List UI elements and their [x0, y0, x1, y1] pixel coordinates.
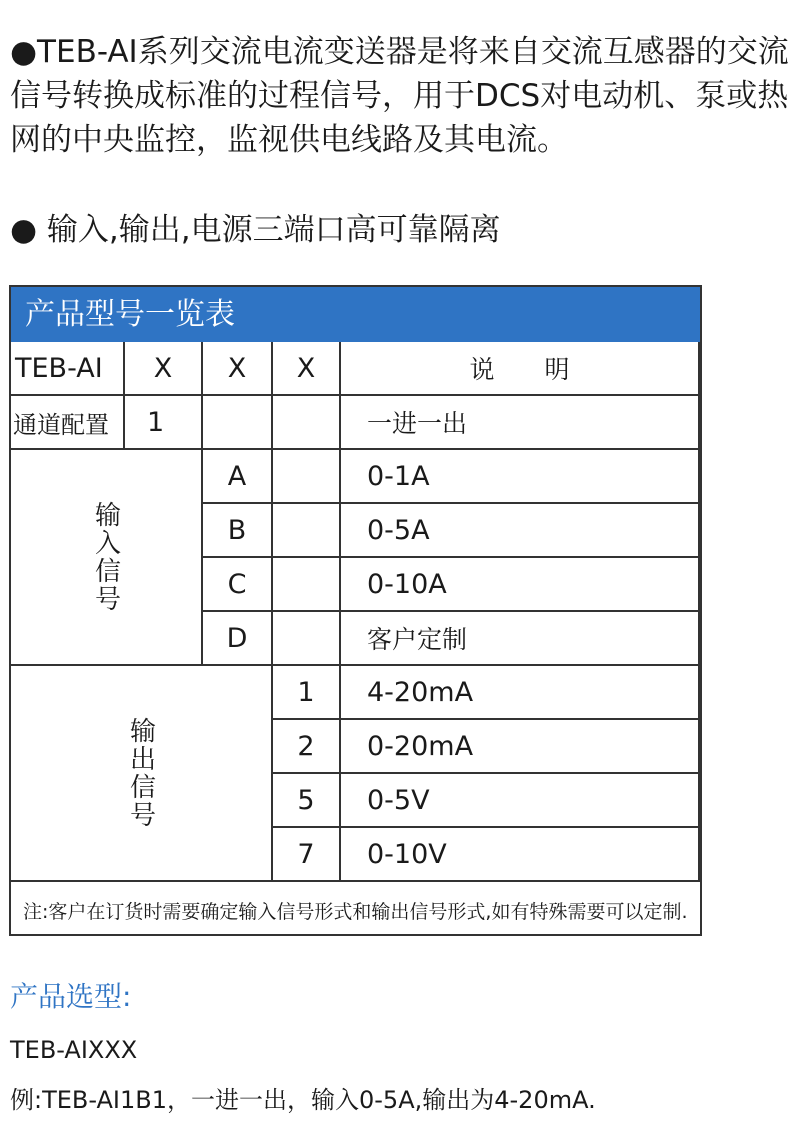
- output-description: 4-20mA: [341, 666, 700, 720]
- selection-code: TEB-AIXXX: [10, 1036, 138, 1064]
- output-description: 0-20mA: [341, 720, 700, 774]
- header-x3: X: [273, 342, 341, 396]
- header-x1: X: [125, 342, 203, 396]
- output-description: 0-10V: [341, 828, 700, 882]
- input-description: 0-10A: [341, 558, 700, 612]
- input-description: 0-5A: [341, 504, 700, 558]
- header-x2: X: [203, 342, 273, 396]
- header-description: 说 明: [341, 342, 700, 396]
- input-description: 0-1A: [341, 450, 700, 504]
- input-signal-label: 输入信号: [90, 501, 121, 613]
- selection-example: 例:TEB-AI1B1，一进一出，输入0-5A,输出为4-20mA.: [10, 1086, 596, 1114]
- table-grid: [11, 342, 700, 882]
- bullet-icon: ●: [10, 212, 38, 248]
- channel-code: 1: [125, 396, 203, 450]
- input-code: D: [203, 612, 273, 666]
- channel-description: 一进一出: [341, 396, 700, 450]
- table-title: 产品型号一览表: [11, 287, 700, 342]
- input-code: C: [203, 558, 273, 612]
- header-model: TEB-AI: [11, 342, 125, 396]
- input-code: A: [203, 450, 273, 504]
- channel-label: 通道配置: [11, 396, 125, 450]
- intro-paragraph: ●TEB-AI系列交流电流变送器是将来自交流互感器的交流信号转换成标准的过程信号，用于DCS对电动机、泵或热网的中央监控，监视供电线路及其电流。: [10, 34, 789, 158]
- output-signal-label-cell: [11, 666, 273, 882]
- output-code: 2: [273, 720, 341, 774]
- isolation-bullet: [10, 208, 501, 252]
- input-code: B: [203, 504, 273, 558]
- output-signal-label: 输出信号: [125, 717, 156, 829]
- output-code: 7: [273, 828, 341, 882]
- isolation-text: 输入,输出,电源三端口高可靠隔离: [46, 212, 501, 248]
- selection-title: 产品选型:: [10, 980, 132, 1013]
- input-signal-label-cell: [11, 450, 203, 666]
- output-code: 5: [273, 774, 341, 828]
- output-code: 1: [273, 666, 341, 720]
- output-description: 0-5V: [341, 774, 700, 828]
- input-description: 客户定制: [341, 612, 700, 666]
- model-table: [9, 285, 702, 936]
- table-note: 注:客户在订货时需要确定输入信号形式和输出信号形式,如有特殊需要可以定制.: [23, 901, 688, 923]
